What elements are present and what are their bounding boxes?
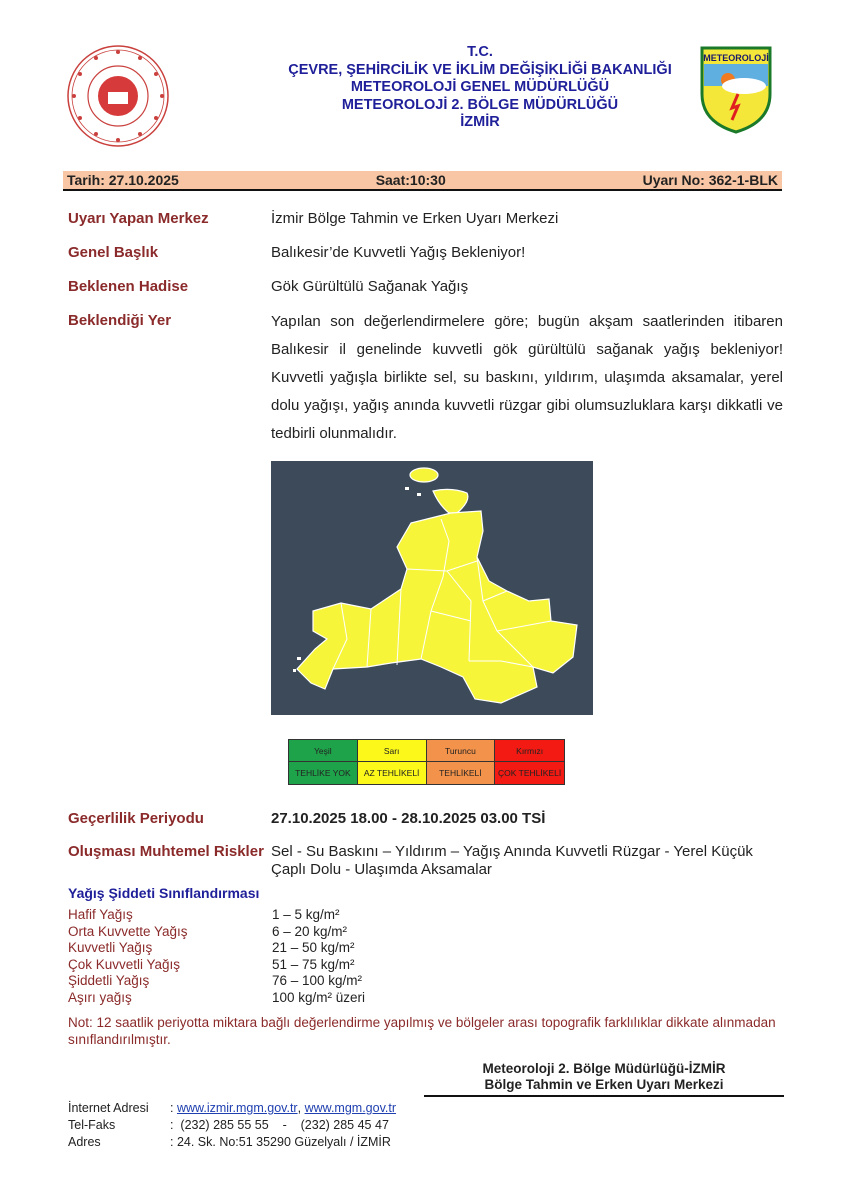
header-ministry: ÇEVRE, ŞEHİRCİLİK VE İKLİM DEĞİŞİKLİĞİ BAKANLIĞI xyxy=(288,61,672,78)
legend-orange-meaning: TEHLİKELİ xyxy=(427,762,496,784)
intensity-value: 6 – 20 kg/m² xyxy=(272,923,348,939)
contact-internet-row xyxy=(68,1100,396,1117)
possible-risks-value: Sel - Su Baskını – Yıldırım – Yağış Anında Kuvvetli Rüzgar - Yerel Küçük Çaplı Dolu - Ulaşımda Aksamalar xyxy=(271,843,753,878)
legend-green-name: Yeşil xyxy=(289,740,358,762)
internet-separator: : xyxy=(170,1101,174,1115)
address-label: Adres xyxy=(68,1135,101,1149)
intensity-name: Orta Kuvvette Yağış xyxy=(68,923,188,939)
field-label-issuing-center: Uyarı Yapan Merkez xyxy=(68,210,209,227)
signature-block xyxy=(424,1061,784,1097)
header-tc: T.C. xyxy=(467,44,493,60)
warning-region-map xyxy=(271,461,593,715)
header-regional-directorate: METEOROLOJİ 2. BÖLGE MÜDÜRLÜĞÜ xyxy=(341,96,619,113)
intensity-name: Hafif Yağış xyxy=(68,907,133,922)
header-city: İZMİR xyxy=(460,114,500,130)
intensity-value: 100 kg/m² üzeri xyxy=(272,989,366,1005)
contact-address-row xyxy=(68,1134,396,1151)
izmir-mgm-link[interactable]: www.izmir.mgm.gov.tr xyxy=(176,1101,298,1115)
field-value-expected-event: Gök Gürültülü Sağanak Yağış xyxy=(271,278,469,295)
link-separator: , xyxy=(297,1101,302,1115)
field-value-expected-location: Yapılan son değerlendirmelere göre; bugün akşam saatlerinden itibaren Balıkesir il genelinde kuvvetli gök gürültülü sağanak yağış bekleniyor! Kuvvetli yağışla birlikte sel, su baskını, yıldırım, ulaşımda aksamalar, yerel dolu yağışı, yağış anında kuvvetli rüzgar gibi olumsuzluklara karşı dikkatli ve tedbirli olunmalıdır. xyxy=(271,313,783,442)
signature-line-1: Meteoroloji 2. Bölge Müdürlüğü-İZMİR xyxy=(482,1061,726,1076)
possible-risks-label: Oluşması Muhtemel Riskler xyxy=(68,843,264,860)
warning-time: Saat:10:30 xyxy=(375,172,446,188)
internet-label: İnternet Adresi xyxy=(68,1101,149,1115)
signature-line-2: Bölge Tahmin ve Erken Uyarı Merkezi xyxy=(484,1077,724,1092)
intensity-row xyxy=(68,907,365,924)
field-label-expected-location: Beklendiği Yer xyxy=(68,312,172,329)
intensity-value: 76 – 100 kg/m² xyxy=(272,973,363,988)
intensity-name: Kuvvetli Yağış xyxy=(68,940,153,955)
intensity-name: Aşırı yağış xyxy=(68,989,132,1005)
rain-intensity-title: Yağış Şiddeti Sınıflandırması xyxy=(68,885,260,901)
mgm-link[interactable]: www.mgm.gov.tr xyxy=(304,1101,397,1115)
contact-info xyxy=(68,1100,396,1151)
validity-period-label: Geçerlilik Periyodu xyxy=(68,810,204,827)
address-value: : 24. Sk. No:51 35290 Güzelyalı / İZMİR xyxy=(170,1135,391,1149)
field-label-general-title: Genel Başlık xyxy=(68,244,159,261)
svg-text:METEOROLOJİ: METEOROLOJİ xyxy=(703,53,769,63)
rain-intensity-table xyxy=(68,907,365,1006)
field-value-issuing-center: İzmir Bölge Tahmin ve Erken Uyarı Merkezi xyxy=(271,210,559,227)
classification-note: Not: 12 saatlik periyotta miktara bağlı değerlendirme yapılmış ve bölgeler arası topografik farklılıklar dikkate alınmadan sınıflandırılmıştır. xyxy=(68,1015,776,1047)
intensity-name: Şiddetli Yağış xyxy=(68,973,150,988)
intensity-value: 1 – 5 kg/m² xyxy=(272,907,340,922)
legend-yellow-meaning: AZ TEHLİKELİ xyxy=(358,762,427,784)
intensity-value: 51 – 75 kg/m² xyxy=(272,956,355,972)
contact-tel-row xyxy=(68,1117,396,1134)
field-value-general-title: Balıkesir’de Kuvvetli Yağış Bekleniyor! xyxy=(271,244,526,261)
warning-number: Uyarı No: 362-1-BLK xyxy=(642,172,778,188)
intensity-row xyxy=(68,990,365,1007)
intensity-value: 21 – 50 kg/m² xyxy=(272,940,355,955)
intensity-row xyxy=(68,940,365,957)
intensity-row xyxy=(68,957,365,974)
legend-orange-name: Turuncu xyxy=(427,740,496,762)
legend-red-name: Kırmızı xyxy=(495,740,564,762)
validity-period-value: 27.10.2025 18.00 - 28.10.2025 03.00 TSİ xyxy=(271,810,546,827)
warning-info-bar xyxy=(63,171,782,191)
header-general-directorate: METEOROLOJİ GENEL MÜDÜRLÜĞÜ xyxy=(350,79,610,95)
warning-date: Tarih: 27.10.2025 xyxy=(67,172,179,188)
legend-yellow-name: Sarı xyxy=(358,740,427,762)
intensity-row xyxy=(68,973,365,990)
document-header xyxy=(250,44,710,132)
meteoroloji-shield-logo xyxy=(698,44,774,134)
tel-label: Tel-Faks xyxy=(68,1118,116,1132)
ministry-seal-logo xyxy=(66,44,170,148)
tel-value: : (232) 285 55 55 - (232) 285 45 47 xyxy=(170,1118,389,1132)
intensity-name: Çok Kuvvetli Yağış xyxy=(68,956,181,972)
intensity-row xyxy=(68,924,365,941)
danger-level-legend xyxy=(288,739,565,785)
field-label-expected-event: Beklenen Hadise xyxy=(68,278,189,295)
legend-green-meaning: TEHLİKE YOK xyxy=(289,762,358,784)
legend-red-meaning: ÇOK TEHLİKELİ xyxy=(495,762,564,784)
